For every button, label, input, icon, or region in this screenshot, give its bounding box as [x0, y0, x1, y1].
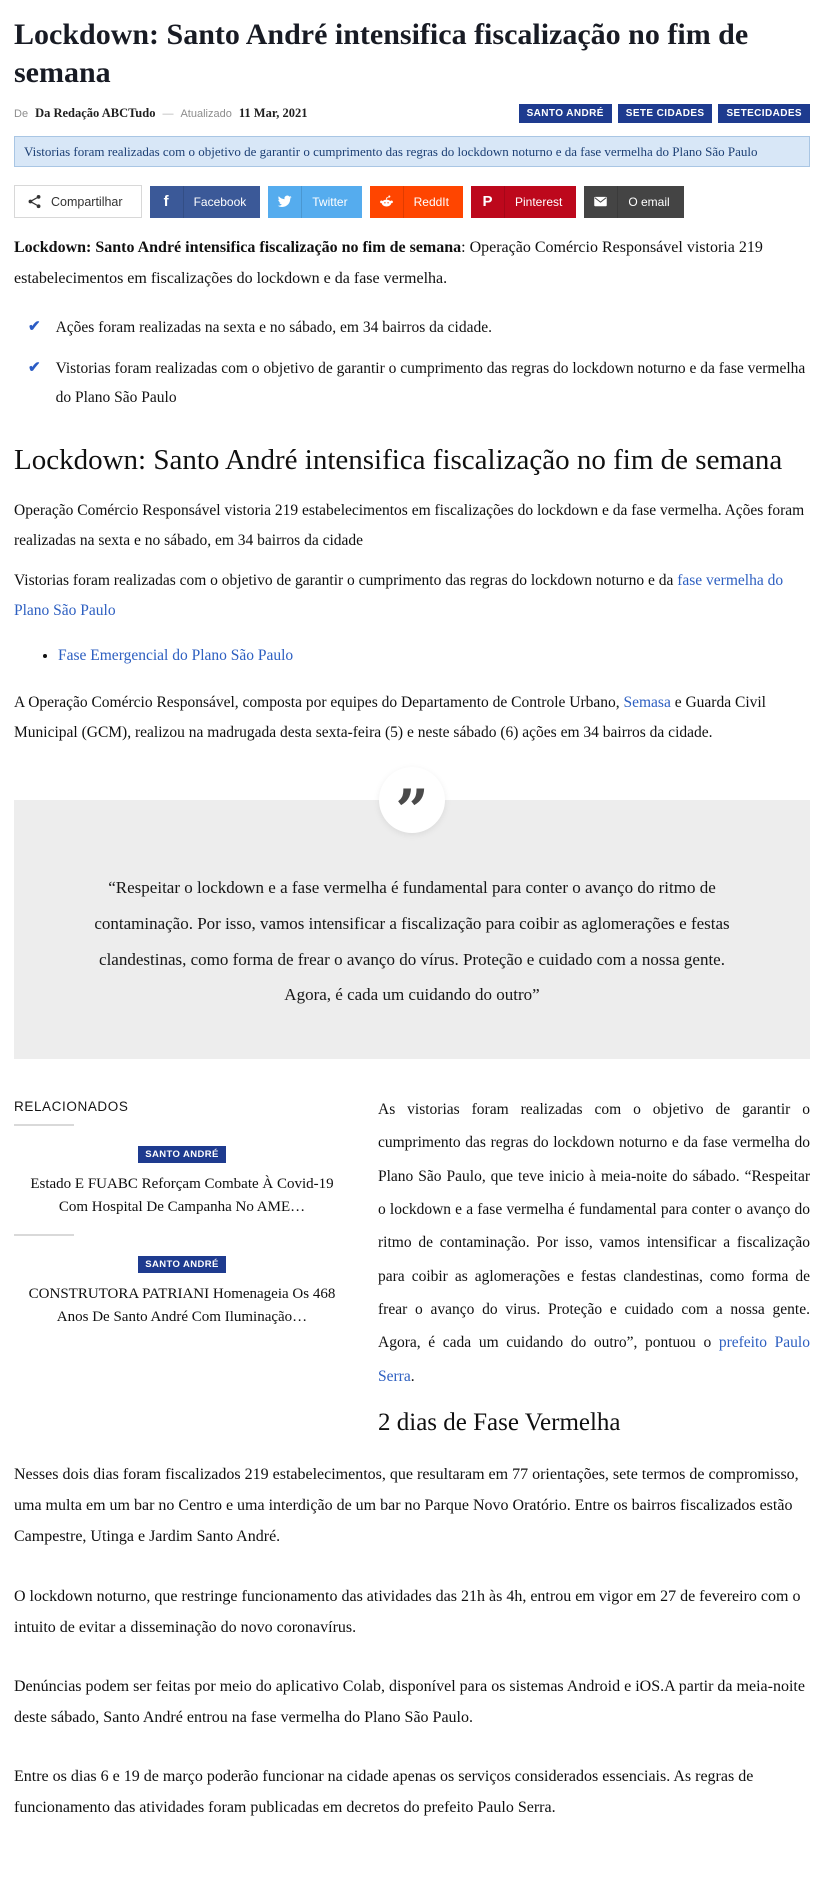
closing-paragraphs — [14, 1459, 810, 1824]
tag-list — [519, 104, 810, 123]
blockquote — [14, 777, 810, 1059]
article-heading: Lockdown: Santo André intensifica fiscalização no fim de semana — [14, 444, 783, 477]
related-section — [14, 1093, 350, 1445]
lead-rest-text: : Operação Comércio Responsável vistoria 219 estabelecimentos em fiscalizações do lockdown e da fase vermelha. — [14, 239, 763, 288]
semasa-link[interactable]: Semasa — [623, 693, 671, 711]
paragraph: Denúncias podem ser feitas por meio do aplicativo Colab, disponível para os sistemas Android e iOS.A partir da meia-noite deste sábado, Santo André entrou na fase vermelha do Plano São Paulo. — [14, 1677, 805, 1727]
section-heading: 2 dias de Fase Vermelha — [378, 1408, 621, 1436]
reddit-icon — [370, 186, 404, 218]
article-body — [14, 442, 810, 1823]
check-icon: ✔ — [28, 360, 41, 377]
paragraph — [14, 688, 810, 748]
article-column — [378, 1093, 810, 1445]
paragraph-text: A Operação Comércio Responsável, composta por equipes do Departamento de Controle Urbano, — [14, 693, 624, 711]
reddit-label: ReddIt — [413, 194, 449, 209]
related-item[interactable] — [14, 1254, 350, 1330]
key-point-item — [28, 314, 810, 343]
related-item-title[interactable]: Estado E FUABC Reforçam Combate À Covid-19 Com Hospital De Campanha No AME… — [30, 1176, 334, 1216]
key-point-item — [28, 355, 810, 412]
divider — [14, 1234, 74, 1236]
paragraph: Entre os dias 6 e 19 de março poderão funcionar na cidade apenas os serviços considerados essenciais. As regras de funcionamento das atividades foram publicadas em decretos do prefeito Paulo Serra. — [14, 1768, 754, 1817]
list-item — [58, 642, 810, 670]
divider — [14, 1124, 74, 1126]
paragraph-text: Vistorias foram realizadas com o objetivo de garantir o cumprimento das regras do lockdown noturno e da — [14, 571, 678, 589]
byline-separator: — — [162, 107, 174, 120]
highlighted-excerpt: Vistorias foram realizadas com o objetivo de garantir o cumprimento das regras do lockdown noturno e da fase vermelha do Plano São Paulo — [14, 136, 810, 168]
related-item[interactable] — [14, 1144, 350, 1220]
pinterest-icon: P — [471, 186, 505, 218]
related-item-title[interactable]: CONSTRUTORA PATRIANI Homenageia Os 468 Anos De Santo André Com Iluminação… — [28, 1285, 336, 1325]
paragraph-text: . — [410, 1367, 415, 1385]
author-link[interactable]: Da Redação ABCTudo — [35, 105, 156, 120]
key-point-text: Ações foram realizadas na sexta e no sábado, em 34 bairros da cidade. — [55, 319, 492, 337]
lead-bold-text: Lockdown: Santo André intensifica fiscalização no fim de semana — [14, 239, 462, 257]
reddit-share-button[interactable] — [370, 186, 463, 218]
tag-sete-cidades[interactable]: SETE CIDADES — [618, 104, 713, 123]
page-title: Lockdown: Santo André intensifica fiscalização no fim de semana — [14, 18, 749, 89]
share-icon — [27, 194, 42, 209]
paragraph: Nesses dois dias foram fiscalizados 219 estabelecimentos, que resultaram em 77 orientações, sete termos de compromisso, uma multa em um bar no Centro e uma interdição de um bar no Parque Novo Oratório. Entre os bairros fiscalizados estão Campestre, Utinga e Jardim Santo André. — [14, 1465, 799, 1546]
fase-vermelha-link[interactable]: fase vermelha do Plano São Paulo — [14, 571, 784, 619]
check-icon: ✔ — [28, 319, 41, 336]
email-label: O email — [628, 194, 670, 209]
related-heading: RELACIONADOS — [14, 1099, 129, 1115]
share-row — [14, 185, 810, 218]
two-column-section — [14, 1093, 810, 1445]
paragraph — [14, 566, 810, 626]
facebook-label: Facebook — [193, 194, 247, 209]
key-point-text: Vistorias foram realizadas com o objetivo de garantir o cumprimento das regras do lockdown noturno e da fase vermelha do Plano São Paulo — [55, 360, 806, 406]
facebook-icon: f — [150, 186, 184, 218]
email-share-button[interactable] — [584, 186, 683, 218]
lead-paragraph — [14, 232, 810, 294]
paulo-serra-link[interactable]: prefeito Paulo Serra — [378, 1334, 810, 1385]
twitter-share-button[interactable] — [268, 186, 361, 218]
quote-text: “Respeitar o lockdown e a fase vermelha é fundamental para conter o avanço do ritmo de contaminação. Por isso, vamos intensificar a fiscalização para coibir as aglomerações e festas clandestinas, como forma de frear o avanço do vírus. Proteção e cuidado com a nossa gente. Agora, é cada um cuidando do outro” — [14, 800, 810, 1059]
article-link-list — [14, 642, 810, 670]
share-label: Compartilhar — [51, 194, 123, 209]
quote-icon — [379, 767, 445, 846]
tag-santo-andre[interactable]: SANTO ANDRÉ — [519, 104, 612, 123]
paragraph-text: As vistorias foram realizadas com o objetivo de garantir o cumprimento das regras do lockdown noturno e da fase vermelha do Plano São Paulo, que teve inicio à meia-noite do sábado. “Respeitar o lockdown e a fase vermelha é fundamental para conter o avanço do ritmo de contaminação. Por isso, vamos intensificar a fiscalização para coibir as aglomerações e festas clandestinas, como forma de frear o avanço do virus. Proteção e cuidado com a nossa gente. Agora, é cada um cuidando do outro”, pontuou o — [378, 1101, 810, 1352]
facebook-share-button[interactable] — [150, 186, 261, 218]
pinterest-share-button[interactable] — [471, 186, 576, 218]
paragraph: Operação Comércio Responsável vistoria 219 estabelecimentos em fiscalizações do lockdown e da fase vermelha. Ações foram realizadas na sexta e no sábado, em 34 bairros da cidade — [14, 502, 805, 550]
quote-glyph: ” — [395, 777, 429, 846]
share-button[interactable] — [14, 185, 142, 218]
twitter-icon — [268, 186, 302, 218]
byline — [14, 106, 307, 121]
paragraph: O lockdown noturno, que restringe funcionamento das atividades das 21h às 4h, entrou em vigor em 27 de fevereiro com o intuito de evitar a disseminação do novo coronavírus. — [14, 1587, 801, 1636]
email-icon — [584, 186, 618, 218]
fase-emergencial-link[interactable]: Fase Emergencial do Plano São Paulo — [58, 647, 294, 665]
tag-setecidades[interactable]: SETECIDADES — [718, 104, 810, 123]
publish-date: 11 Mar, 2021 — [238, 105, 308, 120]
paragraph-text: e Guarda Civil Municipal (GCM), realizou na madrugada desta sexta-feira (5) e neste sábado (6) ações em 34 bairros da cidade. — [14, 693, 766, 742]
byline-prefix: De — [14, 107, 29, 120]
pinterest-label: Pinterest — [514, 194, 563, 209]
related-item-tag[interactable]: SANTO ANDRÉ — [138, 1146, 226, 1163]
related-item-tag[interactable]: SANTO ANDRÉ — [138, 1256, 226, 1273]
twitter-label: Twitter — [312, 194, 348, 209]
paragraph — [378, 1093, 810, 1393]
meta-row — [14, 104, 810, 123]
updated-label: Atualizado — [180, 107, 232, 120]
key-points-list — [14, 314, 810, 412]
